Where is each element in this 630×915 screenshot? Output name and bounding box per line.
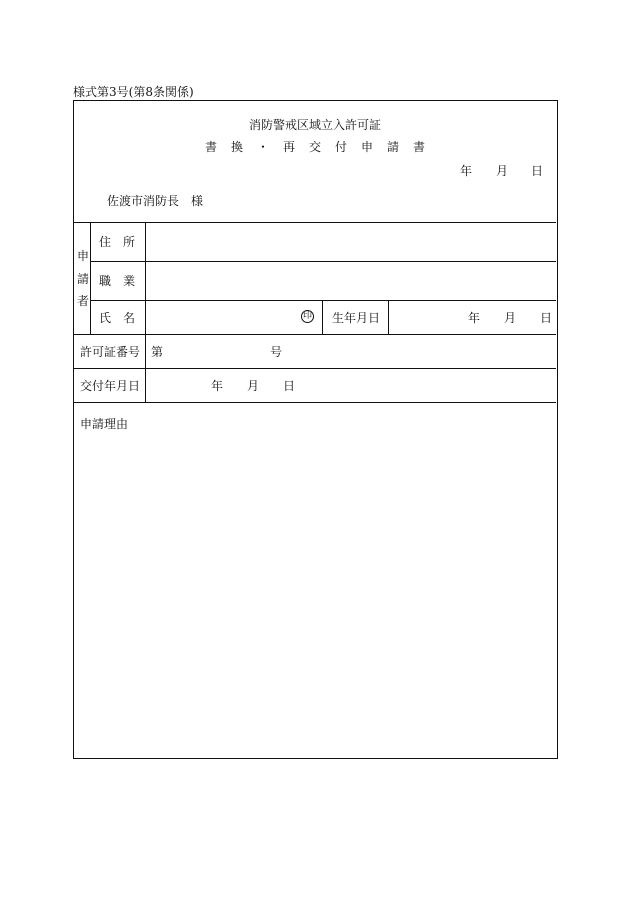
birthdate-label: 生年月日 <box>332 311 381 325</box>
address-field[interactable] <box>146 223 555 260</box>
form-number-label: 様式第3号(第8条関係) <box>73 85 194 99</box>
permit-number-field[interactable] <box>146 335 555 367</box>
header-date-year: 年 <box>460 164 473 178</box>
permit-number-label: 許可証番号 <box>80 345 141 359</box>
issue-date-day: 日 <box>283 379 296 393</box>
reason-label: 申請理由 <box>80 417 129 431</box>
birthdate-day: 日 <box>540 311 553 325</box>
application-form <box>73 100 558 759</box>
issue-date-field[interactable] <box>146 369 555 401</box>
reason-field[interactable] <box>75 436 555 754</box>
rule-issue-bottom <box>74 402 556 403</box>
form-subtitle: 書換・再交付申請書 <box>204 140 439 154</box>
issue-date-year: 年 <box>211 379 224 393</box>
address-label: 住 所 <box>99 235 136 249</box>
applicant-group-label-1: 申 <box>77 249 90 263</box>
birthdate-year: 年 <box>468 311 481 325</box>
permit-number-prefix: 第 <box>151 345 164 359</box>
seal-mark: 印 <box>302 311 312 321</box>
name-field[interactable] <box>146 301 321 333</box>
name-label: 氏 名 <box>99 311 136 325</box>
issue-date-month: 月 <box>247 379 260 393</box>
occupation-label: 職 業 <box>99 274 136 288</box>
rule-birthdate-left <box>322 300 323 334</box>
header-date-month: 月 <box>496 164 509 178</box>
birthdate-month: 月 <box>504 311 517 325</box>
permit-number-suffix: 号 <box>270 345 283 359</box>
occupation-field[interactable] <box>146 262 555 299</box>
applicant-group-label-2: 請 <box>77 272 90 286</box>
issue-date-label: 交付年月日 <box>80 379 141 393</box>
rule-group-column <box>90 222 91 334</box>
form-title: 消防警戒区域立入許可証 <box>248 118 381 132</box>
applicant-group-label-3: 者 <box>77 294 90 308</box>
addressee: 佐渡市消防長 様 <box>107 194 204 208</box>
header-date-day: 日 <box>531 164 544 178</box>
